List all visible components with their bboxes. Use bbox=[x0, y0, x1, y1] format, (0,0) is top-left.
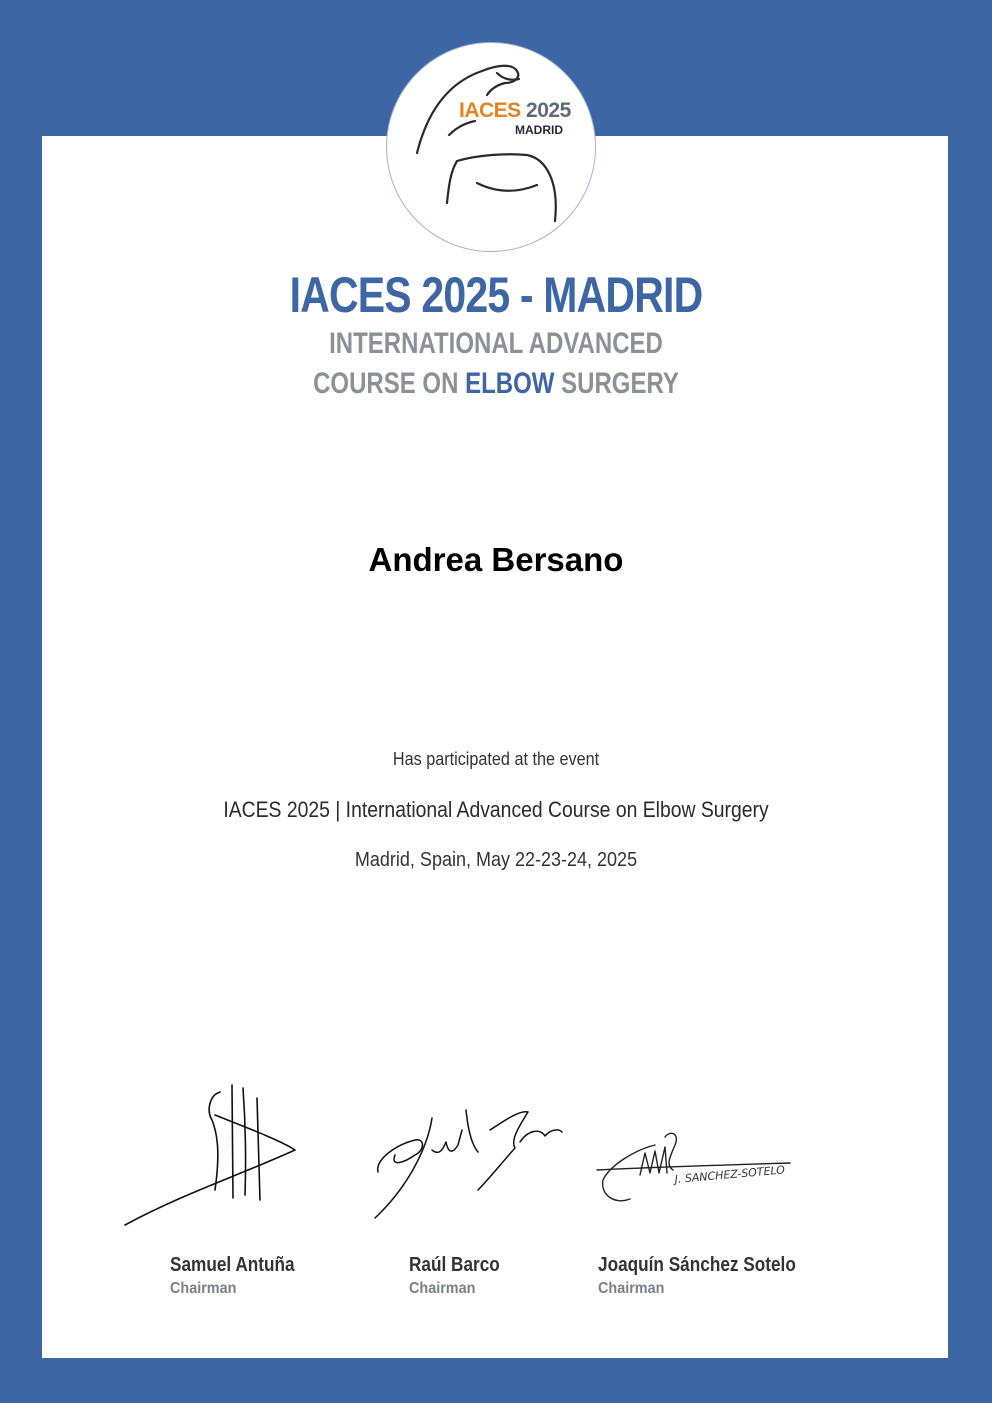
event-title: IACES 2025 - MADRID bbox=[289, 267, 703, 323]
participation-statement: Has participated at the event bbox=[392, 749, 600, 769]
event-subtitle-line2: COURSE ON ELBOW SURGERY bbox=[313, 367, 679, 400]
signature-text: J. SANCHEZ-SOTELO bbox=[674, 1163, 786, 1186]
signatory-name: Samuel Antuña bbox=[170, 1254, 295, 1276]
signatory-role: Chairman bbox=[170, 1280, 237, 1297]
signatory-name: Raúl Barco bbox=[409, 1254, 500, 1276]
event-logo bbox=[386, 42, 596, 252]
signatory-2 bbox=[409, 1254, 515, 1298]
event-location-date: Madrid, Spain, May 22-23-24, 2025 bbox=[354, 849, 638, 871]
signatory-3 bbox=[598, 1254, 828, 1298]
signatory-1 bbox=[170, 1254, 315, 1298]
event-subtitle-line1: INTERNATIONAL ADVANCED bbox=[329, 327, 663, 360]
signature-samuel-antuna bbox=[120, 1080, 310, 1230]
event-full-name: IACES 2025 | International Advanced Course on Elbow Surgery bbox=[223, 797, 769, 822]
signature-raul-barco bbox=[370, 1100, 570, 1225]
recipient-name: Andrea Bersano bbox=[368, 541, 624, 578]
logo-city: MADRID bbox=[515, 123, 563, 137]
signatory-role: Chairman bbox=[409, 1280, 476, 1297]
flexed-arm-icon bbox=[387, 43, 596, 252]
signature-joaquin-sanchez-sotelo bbox=[595, 1125, 825, 1210]
signatory-name: Joaquín Sánchez Sotelo bbox=[598, 1254, 796, 1276]
logo-wordmark: IACES 2025 bbox=[459, 99, 571, 122]
subtitle-highlight: ELBOW bbox=[465, 367, 555, 400]
signatory-role: Chairman bbox=[598, 1280, 665, 1297]
